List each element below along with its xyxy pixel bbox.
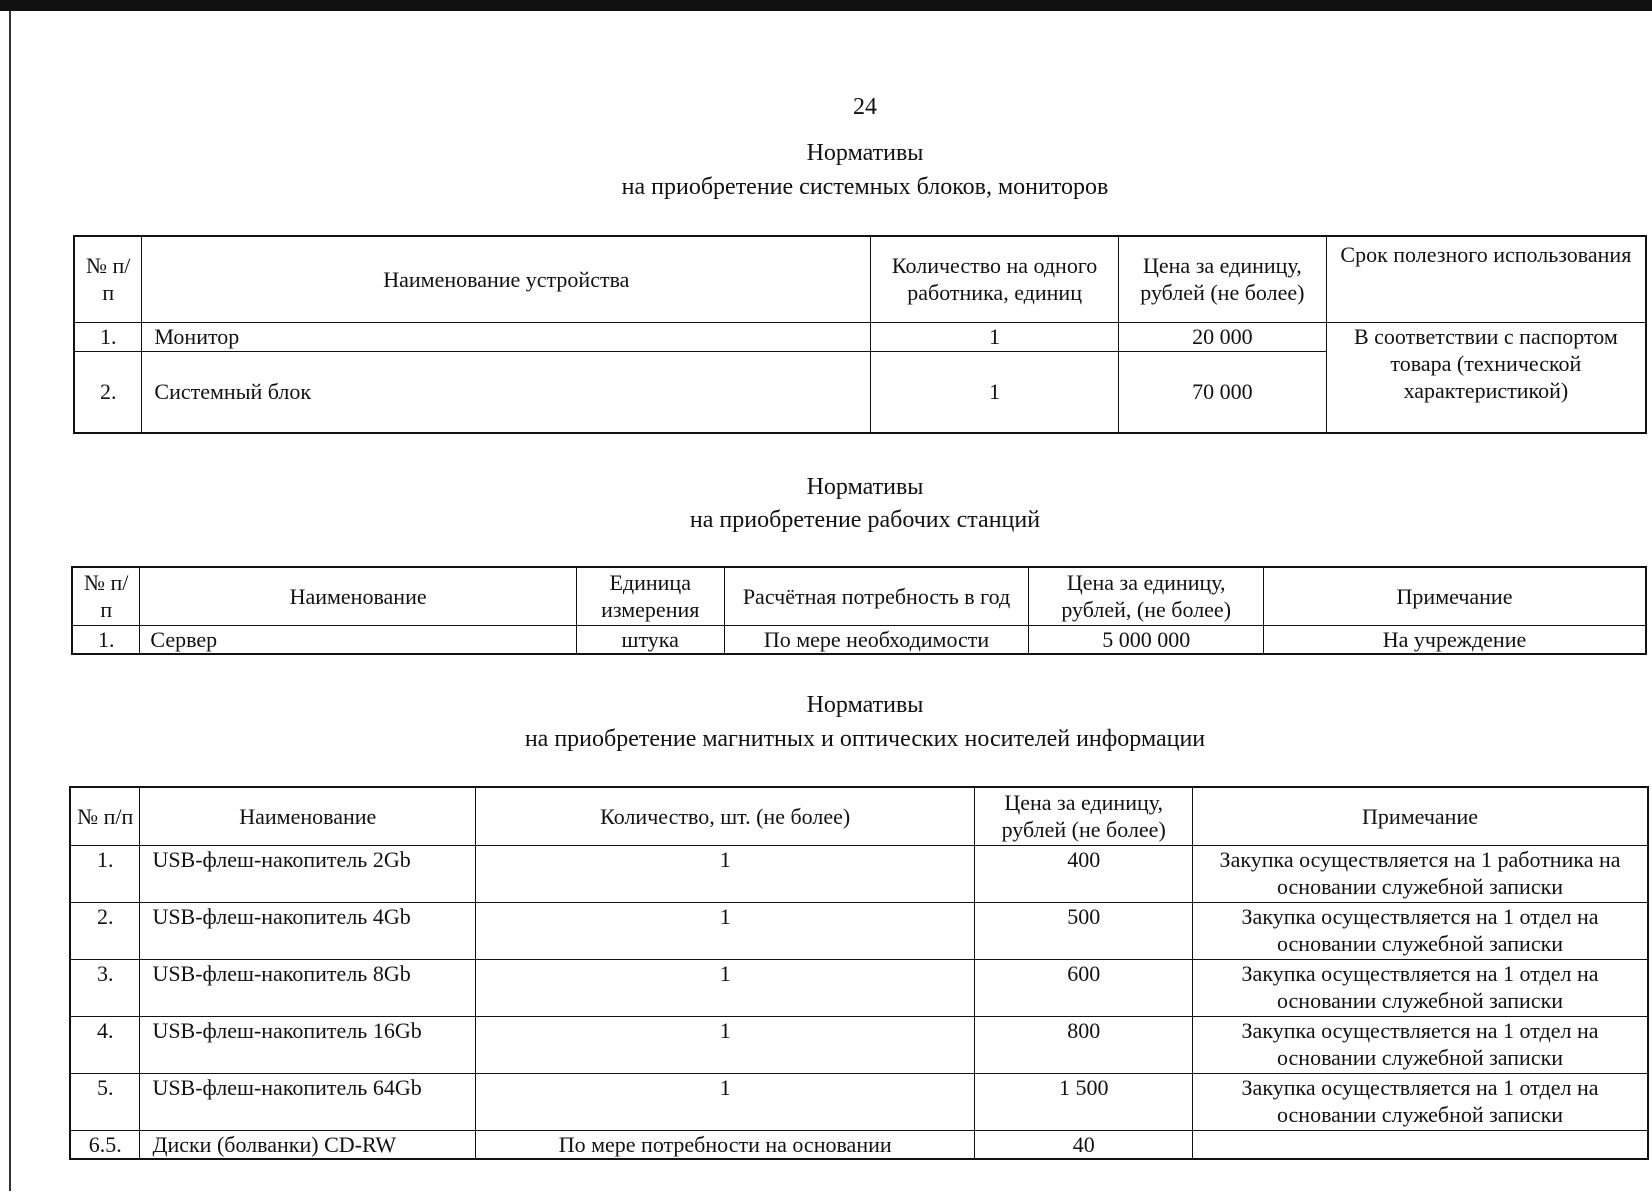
row-unit: штука — [576, 625, 724, 654]
row-name: Системный блок — [142, 351, 871, 433]
row-need: По мере необходимости — [724, 625, 1029, 654]
row-price: 600 — [975, 959, 1193, 1016]
header-term: Срок полезного использования — [1326, 236, 1646, 322]
row-name: USB-флеш-накопитель 64Gb — [140, 1073, 476, 1130]
page-number: 24 — [853, 94, 877, 120]
row-price: 70 000 — [1118, 351, 1326, 433]
row-note: Закупка осуществляется на 1 отдел на основании служебной записки — [1193, 1073, 1648, 1130]
header-note: Примечание — [1264, 567, 1646, 625]
row-note: Закупка осуществляется на 1 отдел на основании служебной записки — [1193, 1016, 1648, 1073]
row-num: 5. — [70, 1073, 140, 1130]
top-border — [0, 0, 1652, 11]
header-name: Наименование — [140, 567, 576, 625]
row-price: 400 — [975, 845, 1193, 902]
row-qty: 1 — [476, 959, 975, 1016]
header-unit: Единица измерения — [576, 567, 724, 625]
row-num: 2. — [74, 351, 142, 433]
row-qty: 1 — [476, 845, 975, 902]
row-name: USB-флеш-накопитель 4Gb — [140, 902, 476, 959]
row-num: 4. — [70, 1016, 140, 1073]
row-num: 1. — [72, 625, 140, 654]
header-num: № п/п — [74, 236, 142, 322]
row-price: 500 — [975, 902, 1193, 959]
header-name: Наименование — [140, 787, 476, 845]
row-note — [1193, 1130, 1648, 1159]
row-num: 6.5. — [70, 1130, 140, 1159]
row-name: Сервер — [140, 625, 576, 654]
row-qty: 1 — [871, 351, 1119, 433]
row-name: Монитор — [142, 322, 871, 351]
row-note: На учреждение — [1264, 625, 1646, 654]
section3-title: Нормативы — [806, 692, 924, 718]
section3-subtitle: на приобретение магнитных и оптических носителей информации — [524, 726, 1206, 752]
section2-subtitle: на приобретение рабочих станций — [689, 507, 1041, 533]
row-name: USB-флеш-накопитель 8Gb — [140, 959, 476, 1016]
media-table — [69, 786, 1649, 1160]
row-price: 40 — [975, 1130, 1193, 1159]
header-price: Цена за единицу, рублей (не более) — [975, 787, 1193, 845]
section1-title: Нормативы — [806, 140, 924, 166]
row-qty: 1 — [476, 1016, 975, 1073]
row-name: USB-флеш-накопитель 2Gb — [140, 845, 476, 902]
table-row — [70, 1130, 1648, 1159]
row-qty: По мере потребности на основании — [476, 1130, 975, 1159]
row-num: 2. — [70, 902, 140, 959]
header-price: Цена за единицу, рублей, (не более) — [1029, 567, 1264, 625]
table-row — [74, 322, 1646, 351]
row-num: 1. — [70, 845, 140, 902]
header-need: Расчётная потребность в год — [724, 567, 1029, 625]
header-qty: Количество на одного работника, единиц — [871, 236, 1119, 322]
table-row — [70, 1073, 1648, 1130]
row-name: Диски (болванки) CD-RW — [140, 1130, 476, 1159]
header-name: Наименование устройства — [142, 236, 871, 322]
row-term: В соответствии с паспортом товара (технической характеристикой) — [1326, 322, 1646, 433]
row-qty: 1 — [476, 1073, 975, 1130]
row-note: Закупка осуществляется на 1 отдел на основании служебной записки — [1193, 959, 1648, 1016]
header-num: № п/п — [70, 787, 140, 845]
section1-subtitle: на приобретение системных блоков, мониторов — [621, 174, 1109, 200]
row-price: 5 000 000 — [1029, 625, 1264, 654]
table-row — [70, 902, 1648, 959]
row-note: Закупка осуществляется на 1 работника на основании служебной записки — [1193, 845, 1648, 902]
table-header-row — [74, 236, 1646, 322]
table-row — [72, 625, 1646, 654]
header-num: № п/п — [72, 567, 140, 625]
row-num: 1. — [74, 322, 142, 351]
table-row — [70, 1016, 1648, 1073]
row-price: 800 — [975, 1016, 1193, 1073]
row-name: USB-флеш-накопитель 16Gb — [140, 1016, 476, 1073]
section2-title: Нормативы — [806, 474, 924, 500]
table-header-row — [72, 567, 1646, 625]
monitors-table — [73, 235, 1647, 434]
row-qty: 1 — [871, 322, 1119, 351]
row-price: 1 500 — [975, 1073, 1193, 1130]
row-qty: 1 — [476, 902, 975, 959]
header-qty: Количество, шт. (не более) — [476, 787, 975, 845]
workstations-table — [71, 566, 1647, 655]
table-row — [70, 959, 1648, 1016]
row-price: 20 000 — [1118, 322, 1326, 351]
table-header-row — [70, 787, 1648, 845]
header-note: Примечание — [1193, 787, 1648, 845]
header-price: Цена за единицу, рублей (не более) — [1118, 236, 1326, 322]
row-num: 3. — [70, 959, 140, 1016]
table-row — [70, 845, 1648, 902]
row-note: Закупка осуществляется на 1 отдел на основании служебной записки — [1193, 902, 1648, 959]
